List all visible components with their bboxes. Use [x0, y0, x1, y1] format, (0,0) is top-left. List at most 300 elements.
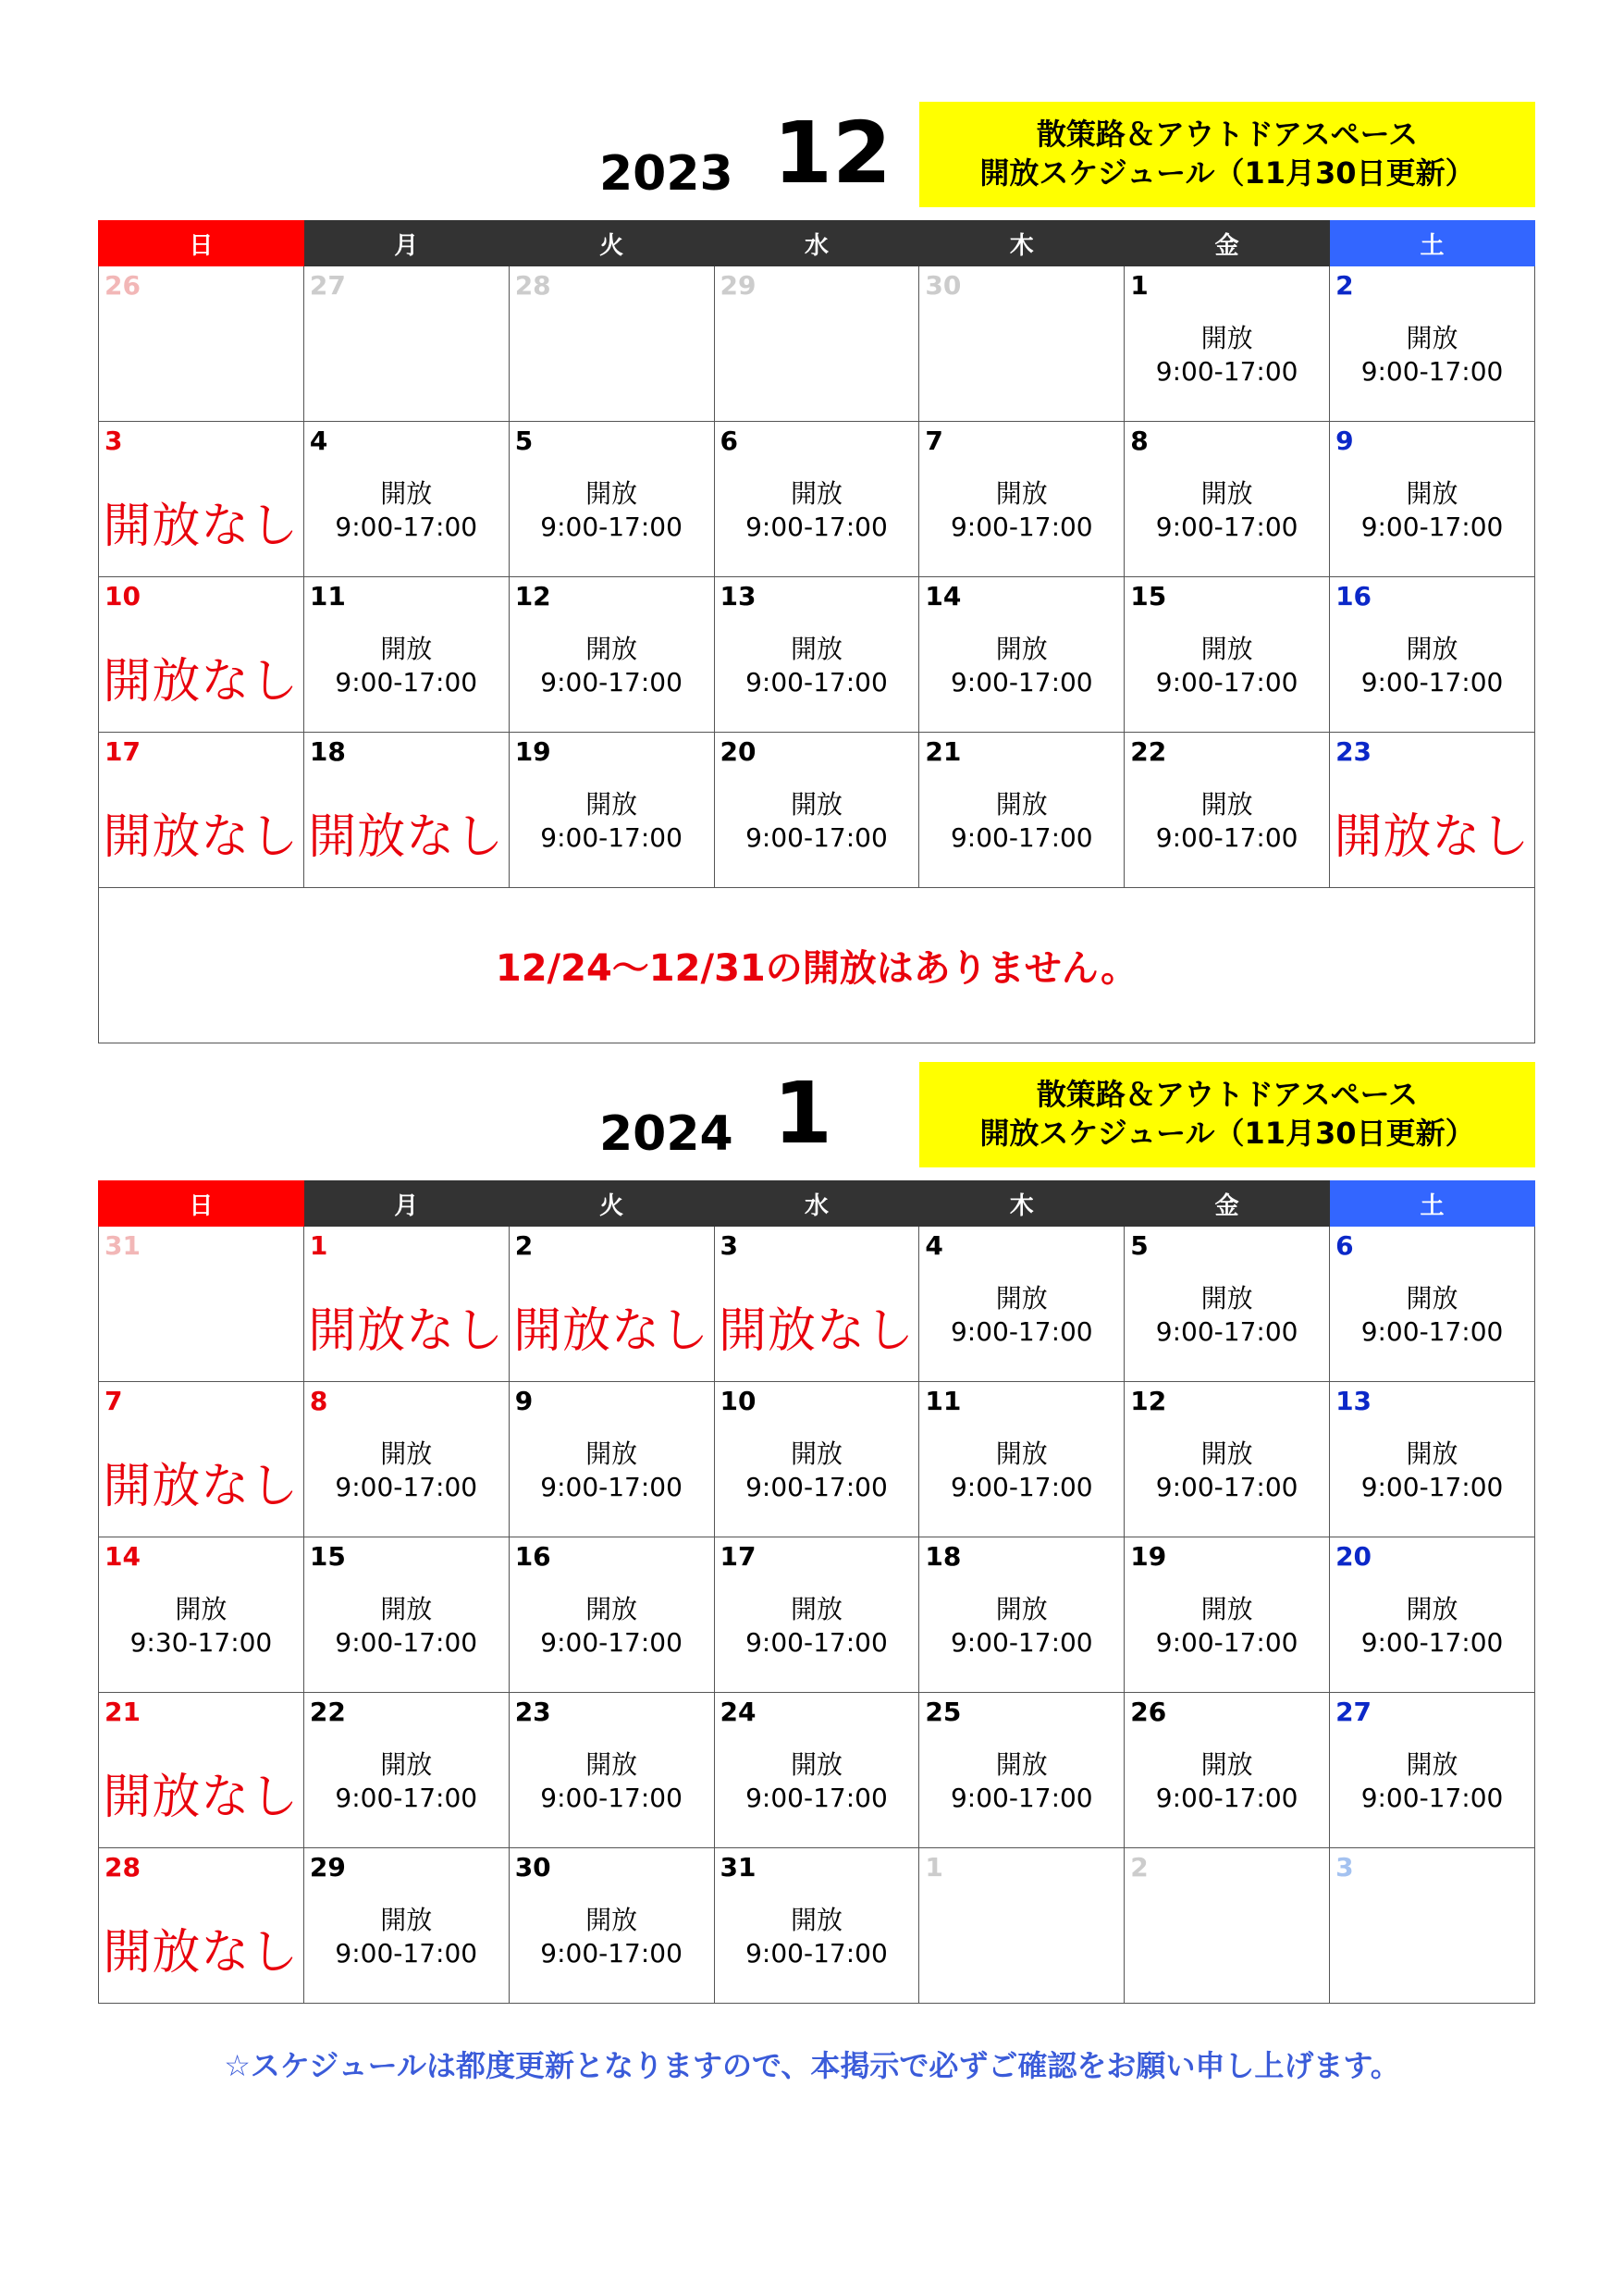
notice-subtitle: 開放スケジュール（11月30日更新）	[979, 1116, 1475, 1151]
open-hours: 9:00-17:00	[950, 1782, 1093, 1813]
week-row	[99, 733, 1535, 888]
day-cell	[1330, 733, 1535, 888]
day-number: 10	[720, 1386, 757, 1416]
closed-label: 開放なし	[308, 809, 505, 865]
december-calendar	[98, 220, 1535, 1043]
day-number: 6	[720, 426, 739, 456]
day-number: 18	[309, 736, 346, 767]
open-status	[1330, 633, 1534, 699]
day-number: 8	[1130, 426, 1149, 456]
closure-note: 12/24～12/31の開放はありません。	[495, 947, 1138, 990]
day-number: 5	[514, 426, 534, 456]
day-cell	[99, 422, 304, 577]
day-cell	[919, 1227, 1125, 1382]
open-hours: 9:00-17:00	[950, 821, 1093, 853]
open-hours: 9:00-17:00	[1360, 1782, 1504, 1813]
day-cell	[1125, 422, 1330, 577]
open-label: 開放	[585, 634, 638, 664]
day-number: 28	[514, 270, 551, 301]
week-row	[99, 266, 1535, 422]
open-status	[715, 1438, 919, 1504]
day-cell	[1125, 1227, 1330, 1382]
day-number: 29	[720, 270, 757, 301]
open-hours: 9:00-17:00	[540, 821, 683, 853]
open-label: 開放	[1406, 1438, 1458, 1469]
day-cell	[1125, 266, 1330, 422]
open-hours: 9:00-17:00	[540, 666, 683, 697]
open-status	[304, 633, 509, 699]
open-status	[919, 477, 1124, 544]
day-cell	[509, 1537, 714, 1693]
day-cell	[509, 733, 714, 888]
open-hours: 9:00-17:00	[1155, 511, 1298, 542]
week-row	[99, 577, 1535, 733]
open-status	[715, 477, 919, 544]
day-number: 16	[1335, 581, 1372, 611]
open-status	[510, 788, 714, 855]
day-number: 30	[514, 1852, 551, 1882]
open-label: 開放	[1406, 323, 1458, 353]
open-status	[304, 1593, 509, 1660]
day-cell	[714, 577, 919, 733]
open-status	[919, 788, 1124, 855]
day-number: 1	[1130, 270, 1149, 301]
open-label: 開放	[1200, 634, 1253, 664]
open-label: 開放	[1200, 1749, 1253, 1780]
day-cell	[1125, 1382, 1330, 1537]
week-row	[99, 1537, 1535, 1693]
open-status	[919, 1593, 1124, 1660]
weekday-header: 木	[919, 221, 1125, 266]
open-label: 開放	[585, 1594, 638, 1624]
day-number: 30	[925, 270, 962, 301]
day-number: 9	[514, 1386, 534, 1416]
day-cell	[303, 1693, 509, 1848]
open-label: 開放	[995, 789, 1048, 820]
day-cell	[509, 1693, 714, 1848]
open-status	[304, 1748, 509, 1815]
day-number: 14	[105, 1541, 141, 1572]
open-hours: 9:00-17:00	[1155, 666, 1298, 697]
day-number: 2	[1335, 270, 1354, 301]
day-number: 8	[309, 1386, 328, 1416]
weekday-header: 金	[1125, 221, 1330, 266]
weekday-header: 金	[1125, 1181, 1330, 1227]
open-status	[510, 477, 714, 544]
day-number: 26	[105, 270, 141, 301]
open-hours: 9:00-17:00	[1155, 1782, 1298, 1813]
closure-row	[99, 888, 1535, 1043]
day-cell	[1330, 422, 1535, 577]
week-row	[99, 1693, 1535, 1848]
year-label: 2024	[599, 1106, 733, 1162]
day-cell	[714, 1693, 919, 1848]
open-label: 開放	[1406, 478, 1458, 509]
day-cell	[919, 577, 1125, 733]
open-status	[510, 1904, 714, 1970]
open-hours: 9:00-17:00	[1360, 355, 1504, 387]
open-label: 開放	[995, 634, 1048, 664]
day-cell	[99, 1382, 304, 1537]
open-hours: 9:00-17:00	[1155, 1315, 1298, 1347]
open-label: 開放	[1200, 1594, 1253, 1624]
open-status	[510, 1593, 714, 1660]
open-label: 開放	[1200, 789, 1253, 820]
day-number: 15	[1130, 581, 1167, 611]
open-hours: 9:00-17:00	[1360, 1315, 1504, 1347]
day-cell	[714, 266, 919, 422]
weekday-header: 日	[99, 1181, 304, 1227]
open-hours: 9:00-17:00	[335, 666, 478, 697]
open-hours: 9:00-17:00	[335, 1471, 478, 1502]
day-cell	[509, 577, 714, 733]
day-cell	[509, 422, 714, 577]
january-header	[98, 1062, 1535, 1182]
open-status	[1330, 1438, 1534, 1504]
open-label: 開放	[1406, 1594, 1458, 1624]
closed-label: 開放なし	[1334, 809, 1531, 865]
day-cell	[714, 1227, 919, 1382]
open-hours: 9:00-17:00	[950, 1471, 1093, 1502]
open-hours: 9:00-17:00	[335, 1626, 478, 1658]
day-cell	[919, 733, 1125, 888]
open-label: 開放	[995, 1749, 1048, 1780]
open-status	[715, 1593, 919, 1660]
open-hours: 9:00-17:00	[950, 1626, 1093, 1658]
open-label: 開放	[585, 1905, 638, 1935]
open-label: 開放	[1200, 478, 1253, 509]
open-hours: 9:00-17:00	[950, 1315, 1093, 1347]
day-number: 11	[925, 1386, 962, 1416]
weekday-header: 月	[303, 221, 509, 266]
day-number: 4	[925, 1230, 943, 1261]
day-cell	[1330, 1848, 1535, 2004]
open-label: 開放	[380, 478, 433, 509]
week-row	[99, 1382, 1535, 1537]
day-number: 1	[925, 1852, 943, 1882]
open-label: 開放	[1406, 1283, 1458, 1314]
day-number: 27	[309, 270, 346, 301]
day-number: 31	[720, 1852, 757, 1882]
open-hours: 9:00-17:00	[1360, 1471, 1504, 1502]
day-number: 14	[925, 581, 962, 611]
open-label: 開放	[1406, 634, 1458, 664]
day-number: 21	[925, 736, 962, 767]
weekday-header: 水	[714, 1181, 919, 1227]
open-hours: 9:00-17:00	[1155, 355, 1298, 387]
day-cell	[303, 1382, 509, 1537]
year-label: 2023	[599, 146, 733, 202]
day-number: 20	[1335, 1541, 1372, 1572]
open-label: 開放	[790, 478, 843, 509]
open-hours: 9:00-17:00	[950, 511, 1093, 542]
day-cell	[303, 1537, 509, 1693]
closed-label: 開放なし	[718, 1303, 915, 1359]
weekday-header: 土	[1330, 1181, 1535, 1227]
closed-label: 開放なし	[103, 654, 300, 710]
open-status	[1330, 1593, 1534, 1660]
day-number: 17	[105, 736, 141, 767]
day-cell	[714, 1848, 919, 2004]
open-status	[1330, 322, 1534, 389]
open-status	[919, 1438, 1124, 1504]
day-number: 10	[105, 581, 141, 611]
open-status	[1125, 1748, 1329, 1815]
day-cell	[99, 1848, 304, 2004]
open-label: 開放	[585, 478, 638, 509]
day-cell	[919, 422, 1125, 577]
day-number: 3	[1335, 1852, 1354, 1882]
day-cell	[1125, 1693, 1330, 1848]
open-status	[715, 633, 919, 699]
day-number: 11	[309, 581, 346, 611]
weekday-header: 火	[509, 221, 714, 266]
open-status	[510, 633, 714, 699]
day-number: 20	[720, 736, 757, 767]
week-row	[99, 422, 1535, 577]
day-cell	[919, 1693, 1125, 1848]
open-status	[1330, 1748, 1534, 1815]
day-cell	[509, 266, 714, 422]
day-number: 24	[720, 1697, 757, 1727]
open-label: 開放	[380, 634, 433, 664]
open-label: 開放	[380, 1594, 433, 1624]
open-status	[715, 1904, 919, 1970]
open-hours: 9:00-17:00	[540, 1782, 683, 1813]
open-hours: 9:00-17:00	[540, 1626, 683, 1658]
notice-subtitle: 開放スケジュール（11月30日更新）	[979, 155, 1475, 191]
closed-label: 開放なし	[103, 499, 300, 554]
weekday-header: 土	[1330, 221, 1535, 266]
open-hours: 9:00-17:00	[745, 1471, 888, 1502]
day-number: 3	[720, 1230, 739, 1261]
day-number: 1	[309, 1230, 328, 1261]
open-label: 開放	[995, 1438, 1048, 1469]
open-label: 開放	[790, 634, 843, 664]
day-cell	[1125, 1537, 1330, 1693]
open-status	[1125, 1282, 1329, 1349]
open-status	[304, 1904, 509, 1970]
day-number: 27	[1335, 1697, 1372, 1727]
day-cell	[1125, 577, 1330, 733]
day-number: 18	[925, 1541, 962, 1572]
day-cell	[919, 266, 1125, 422]
month-label: 1	[773, 1064, 833, 1163]
notice-title: 散策路＆アウトドアスペース	[1036, 1077, 1419, 1113]
open-label: 開放	[995, 1594, 1048, 1624]
day-number: 2	[1130, 1852, 1149, 1882]
open-hours: 9:00-17:00	[1360, 1626, 1504, 1658]
open-label: 開放	[585, 1749, 638, 1780]
open-label: 開放	[1200, 1283, 1253, 1314]
closure-cell	[99, 888, 1535, 1043]
open-hours: 9:30-17:00	[129, 1626, 273, 1658]
open-status	[1125, 477, 1329, 544]
open-label: 開放	[585, 789, 638, 820]
day-number: 29	[309, 1852, 346, 1882]
open-hours: 9:00-17:00	[950, 666, 1093, 697]
open-label: 開放	[1406, 1749, 1458, 1780]
open-label: 開放	[790, 1749, 843, 1780]
day-number: 12	[514, 581, 551, 611]
open-label: 開放	[380, 1749, 433, 1780]
day-cell	[1125, 1848, 1330, 2004]
day-cell	[919, 1537, 1125, 1693]
day-number: 22	[1130, 736, 1167, 767]
open-label: 開放	[995, 478, 1048, 509]
open-hours: 9:00-17:00	[540, 1471, 683, 1502]
open-status	[1125, 788, 1329, 855]
closed-label: 開放なし	[103, 1459, 300, 1514]
day-cell	[303, 577, 509, 733]
open-status	[919, 1282, 1124, 1349]
day-cell	[509, 1848, 714, 2004]
open-hours: 9:00-17:00	[745, 666, 888, 697]
day-number: 6	[1335, 1230, 1354, 1261]
notice-title: 散策路＆アウトドアスペース	[1036, 117, 1419, 153]
open-label: 開放	[790, 1438, 843, 1469]
week-row	[99, 1227, 1535, 1382]
day-number: 21	[105, 1697, 141, 1727]
day-cell	[303, 1227, 509, 1382]
open-status	[1330, 477, 1534, 544]
open-hours: 9:00-17:00	[745, 1937, 888, 1969]
open-hours: 9:00-17:00	[745, 511, 888, 542]
weekday-header: 水	[714, 221, 919, 266]
day-cell	[303, 266, 509, 422]
december-header	[98, 102, 1535, 222]
open-status	[919, 633, 1124, 699]
day-number: 3	[105, 426, 123, 456]
day-cell	[99, 1227, 304, 1382]
open-hours: 9:00-17:00	[1155, 821, 1298, 853]
day-cell	[1330, 1382, 1535, 1537]
day-cell	[1330, 1693, 1535, 1848]
day-cell	[509, 1227, 714, 1382]
day-cell	[714, 733, 919, 888]
closed-label: 開放なし	[308, 1303, 505, 1359]
day-number: 12	[1130, 1386, 1167, 1416]
weekday-header: 日	[99, 221, 304, 266]
open-label: 開放	[380, 1905, 433, 1935]
open-hours: 9:00-17:00	[1360, 511, 1504, 542]
open-status	[304, 1438, 509, 1504]
day-cell	[1330, 1537, 1535, 1693]
day-cell	[99, 1537, 304, 1693]
month-label: 12	[773, 104, 892, 203]
open-hours: 9:00-17:00	[1155, 1626, 1298, 1658]
open-label: 開放	[175, 1594, 228, 1624]
open-hours: 9:00-17:00	[335, 511, 478, 542]
open-status	[304, 477, 509, 544]
open-hours: 9:00-17:00	[745, 1782, 888, 1813]
day-number: 26	[1130, 1697, 1167, 1727]
day-cell	[919, 1382, 1125, 1537]
open-status	[919, 1748, 1124, 1815]
open-hours: 9:00-17:00	[745, 1626, 888, 1658]
day-cell	[919, 1848, 1125, 2004]
day-number: 28	[105, 1852, 141, 1882]
weekday-header: 月	[303, 1181, 509, 1227]
day-number: 13	[720, 581, 757, 611]
open-hours: 9:00-17:00	[540, 1937, 683, 1969]
day-number: 2	[514, 1230, 534, 1261]
day-cell	[1125, 733, 1330, 888]
day-number: 7	[105, 1386, 123, 1416]
day-number: 17	[720, 1541, 757, 1572]
open-status	[510, 1438, 714, 1504]
closed-label: 開放なし	[103, 1925, 300, 1981]
day-number: 15	[309, 1541, 346, 1572]
day-number: 23	[514, 1697, 551, 1727]
open-hours: 9:00-17:00	[335, 1782, 478, 1813]
day-cell	[99, 577, 304, 733]
open-status	[1125, 322, 1329, 389]
week-row	[99, 1848, 1535, 2004]
open-status	[715, 788, 919, 855]
open-label: 開放	[1200, 1438, 1253, 1469]
closed-label: 開放なし	[513, 1303, 710, 1359]
open-label: 開放	[790, 1594, 843, 1624]
open-label: 開放	[995, 1283, 1048, 1314]
day-number: 16	[514, 1541, 551, 1572]
day-cell	[303, 733, 509, 888]
day-number: 31	[105, 1230, 141, 1261]
open-status	[1125, 633, 1329, 699]
day-number: 13	[1335, 1386, 1372, 1416]
day-number: 4	[309, 426, 328, 456]
day-cell	[1330, 1227, 1535, 1382]
day-cell	[303, 1848, 509, 2004]
schedule-notice-box	[919, 1062, 1535, 1167]
closed-label: 開放なし	[103, 1770, 300, 1825]
open-status	[99, 1593, 303, 1660]
schedule-notice-box	[919, 102, 1535, 207]
footer-note: ☆スケジュールは都度更新となりますので、本掲示で必ずご確認をお願い申し上げます。	[224, 2048, 1400, 2083]
open-label: 開放	[790, 789, 843, 820]
day-cell	[1330, 577, 1535, 733]
day-cell	[714, 422, 919, 577]
day-number: 22	[309, 1697, 346, 1727]
day-number: 19	[1130, 1541, 1167, 1572]
day-cell	[99, 266, 304, 422]
day-cell	[1330, 266, 1535, 422]
day-cell	[714, 1537, 919, 1693]
day-cell	[99, 733, 304, 888]
open-status	[510, 1748, 714, 1815]
open-label: 開放	[790, 1905, 843, 1935]
january-calendar	[98, 1180, 1535, 2004]
day-number: 25	[925, 1697, 962, 1727]
day-number: 9	[1335, 426, 1354, 456]
day-number: 7	[925, 426, 943, 456]
open-hours: 9:00-17:00	[1155, 1471, 1298, 1502]
open-status	[1125, 1593, 1329, 1660]
open-hours: 9:00-17:00	[540, 511, 683, 542]
day-cell	[303, 422, 509, 577]
day-number: 23	[1335, 736, 1372, 767]
open-hours: 9:00-17:00	[1360, 666, 1504, 697]
day-cell	[99, 1693, 304, 1848]
open-status	[1125, 1438, 1329, 1504]
weekday-header: 火	[509, 1181, 714, 1227]
day-cell	[509, 1382, 714, 1537]
open-status	[715, 1748, 919, 1815]
open-label: 開放	[585, 1438, 638, 1469]
open-status	[1330, 1282, 1534, 1349]
day-number: 5	[1130, 1230, 1149, 1261]
closed-label: 開放なし	[103, 809, 300, 865]
